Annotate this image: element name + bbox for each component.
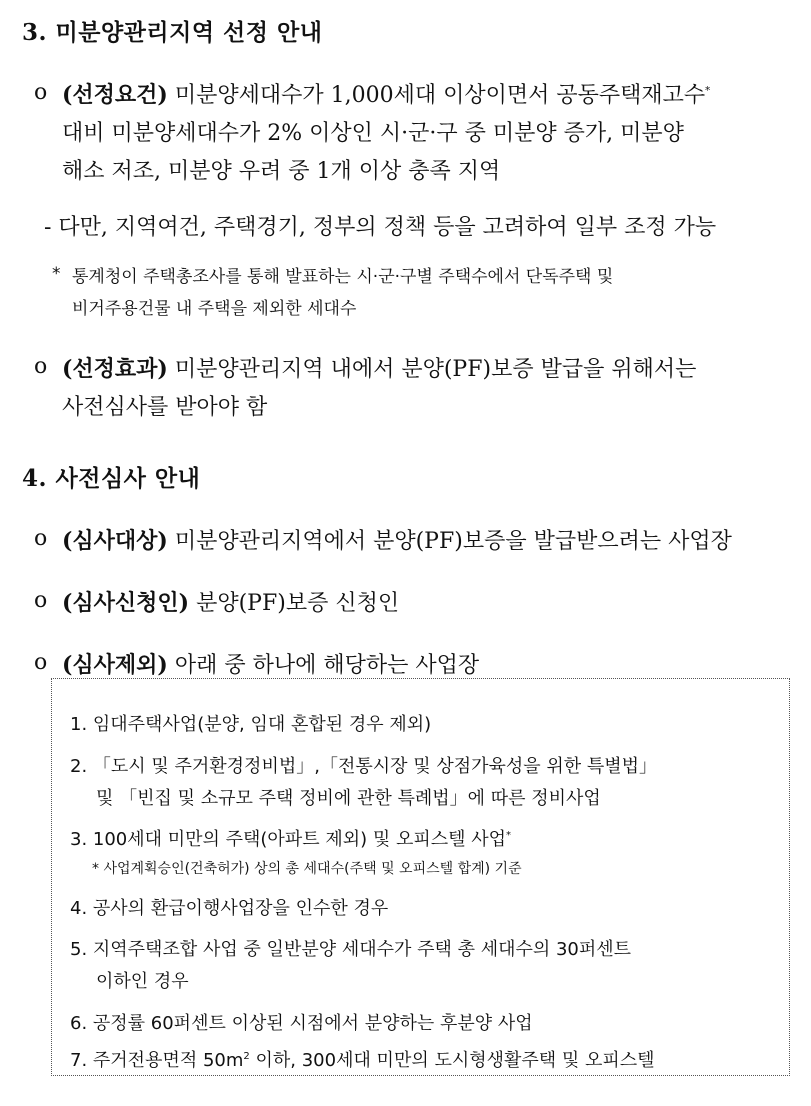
target-label: (심사대상) xyxy=(62,528,168,554)
effect-line-1 xyxy=(62,352,696,383)
exclusion-item-6: 6. 공정률 60퍼센트 이상된 시점에서 분양하는 후분양 사업 xyxy=(70,1013,533,1034)
exclusion-item-1: 1. 임대주택사업(분양, 임대 혼합된 경우 제외) xyxy=(70,714,432,735)
superscript-2: 2 xyxy=(243,1051,250,1062)
requirement-line-3: 해소 저조, 미분양 우려 중 1개 이상 충족 지역 xyxy=(62,159,501,184)
requirement-label: (선정요건) xyxy=(62,82,168,108)
section-3-title: 3. 미분양관리지역 선정 안내 xyxy=(22,19,323,46)
exclusion-item-3-note: * 사업계획승인(건축허가) 상의 총 세대수(주택 및 오피스텔 합계) 기준 xyxy=(92,861,522,877)
requirement-line-1 xyxy=(62,78,710,109)
bullet: o xyxy=(34,80,48,105)
adjustment-note: - 다만, 지역여건, 주택경기, 정부의 정책 등을 고려하여 일부 조정 가능 xyxy=(44,215,717,240)
requirement-text-1: 미분양세대수가 1,000세대 이상이면서 공동주택재고수 xyxy=(174,83,706,108)
footnote-line-1: 통계청이 주택총조사를 통해 발표하는 시·군·구별 주택수에서 단독주택 및 xyxy=(72,267,614,287)
exclusion-item-2-line-1: 2. 「도시 및 주거환경정비법」,「전통시장 및 상점가육성을 위한 특별법」 xyxy=(70,756,658,777)
target-line xyxy=(62,524,732,555)
exclusion-item-5-line-1: 5. 지역주택조합 사업 중 일반분양 세대수가 주택 총 세대수의 30퍼센트 xyxy=(70,939,632,960)
section-4-title: 4. 사전심사 안내 xyxy=(22,465,201,492)
exclusion-item-7-text-b: 이하, 300세대 미만의 도시형생활주택 및 오피스텔 xyxy=(249,1050,655,1071)
exclusion-item-7-text-a: 7. 주거전용면적 50m xyxy=(70,1050,244,1071)
applicant-label: (심사신청인) xyxy=(62,590,190,616)
applicant-line xyxy=(62,586,399,617)
bullet: o xyxy=(34,354,48,379)
exclusion-item-3 xyxy=(70,825,511,851)
footnote-mark: * xyxy=(506,830,511,841)
footnote-mark-small: * xyxy=(52,264,61,284)
footnote-line-2: 비거주용건물 내 주택을 제외한 세대수 xyxy=(72,299,357,319)
bullet: o xyxy=(34,650,48,675)
requirement-line-2: 대비 미분양세대수가 2% 이상인 시·군·구 중 미분양 증가, 미분양 xyxy=(62,121,684,146)
effect-line-2: 사전심사를 받아야 함 xyxy=(62,395,268,420)
exclusion-item-7 xyxy=(70,1046,655,1072)
footnote-mark: * xyxy=(705,85,711,97)
bullet: o xyxy=(34,588,48,613)
exclusion-line xyxy=(62,648,479,679)
exclusion-item-3-text: 3. 100세대 미만의 주택(아파트 제외) 및 오피스텔 사업 xyxy=(70,829,506,850)
effect-text-1: 미분양관리지역 내에서 분양(PF)보증 발급을 위해서는 xyxy=(174,357,697,382)
bullet: o xyxy=(34,526,48,551)
exclusion-label: (심사제외) xyxy=(62,652,168,678)
effect-label: (선정효과) xyxy=(62,356,168,382)
exclusion-item-5-line-2: 이하인 경우 xyxy=(96,971,189,992)
target-text: 미분양관리지역에서 분양(PF)보증을 발급받으려는 사업장 xyxy=(174,529,732,554)
exclusion-item-4: 4. 공사의 환급이행사업장을 인수한 경우 xyxy=(70,898,389,919)
exclusion-item-2-line-2: 및 「빈집 및 소규모 주택 정비에 관한 특례법」에 따른 정비사업 xyxy=(96,788,601,809)
exclusion-text: 아래 중 하나에 해당하는 사업장 xyxy=(174,653,480,678)
applicant-text: 분양(PF)보증 신청인 xyxy=(196,591,400,616)
